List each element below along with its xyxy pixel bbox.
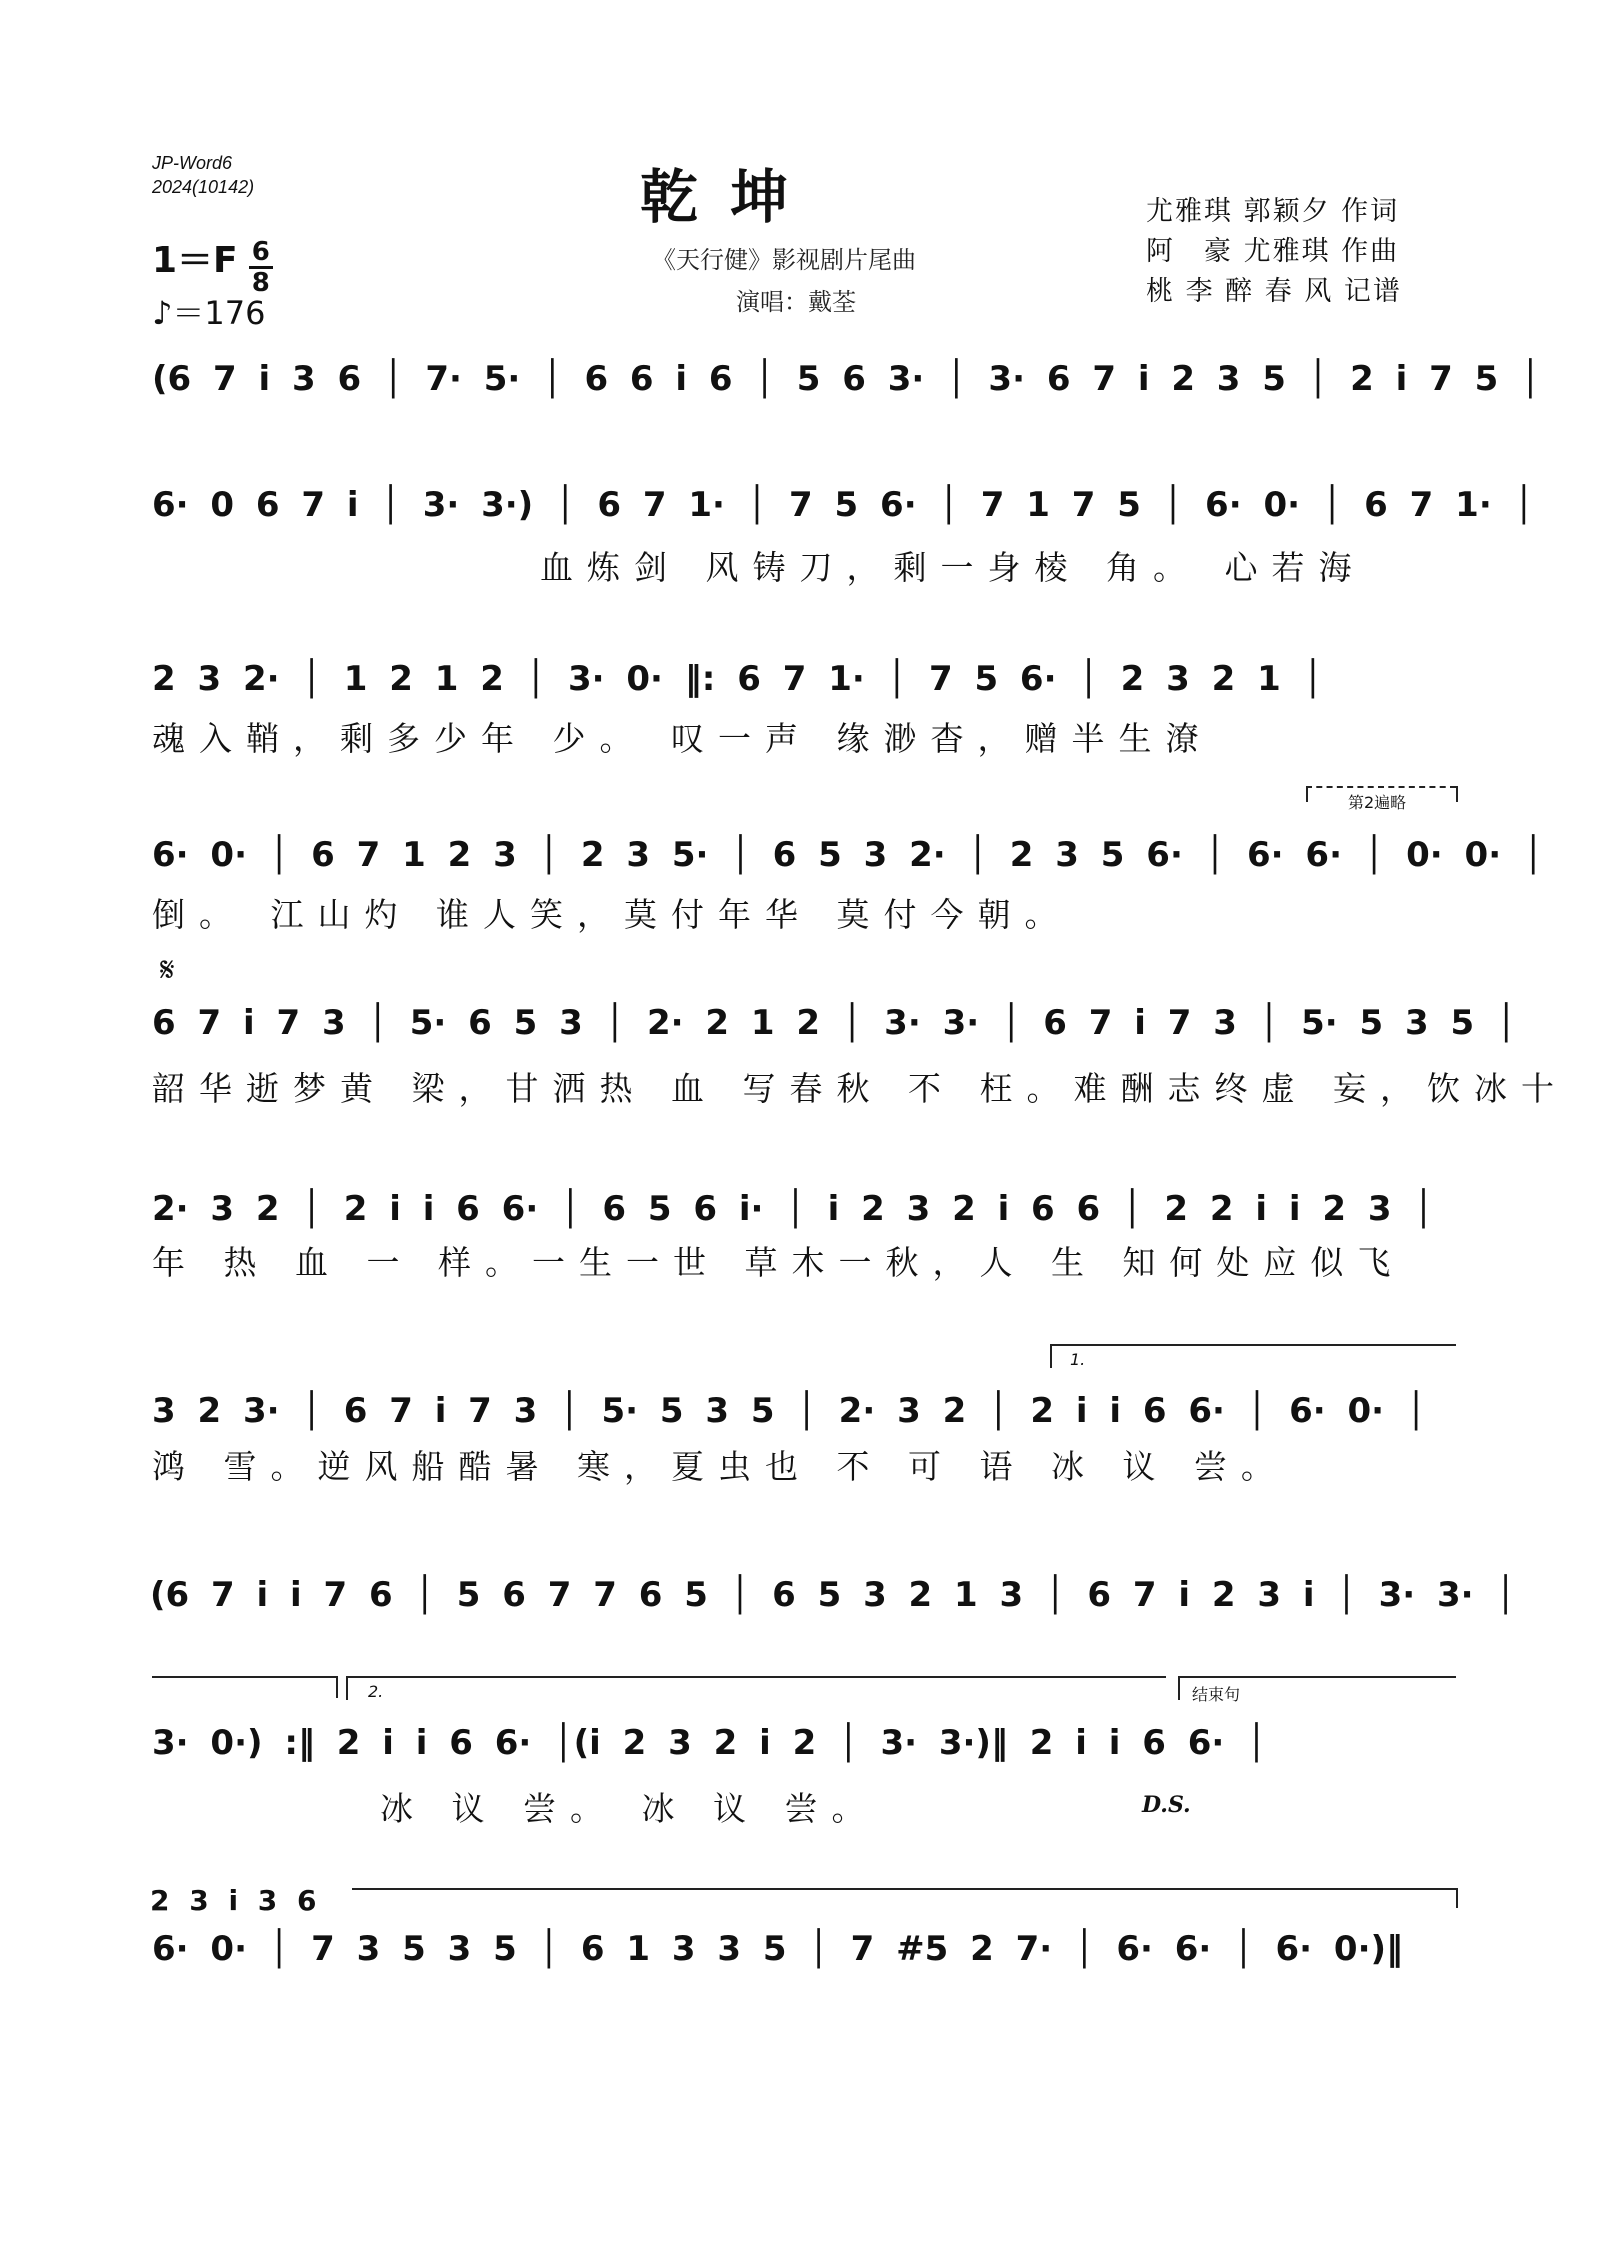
volta-2-bracket [346,1676,1166,1678]
credit-music: 阿 豪 尤雅琪 作曲 [1146,236,1400,267]
score-line-2: 6· 0 6 7 i │ 3· 3·) │ 6 7 1· │ 7 5 6· │ 7 1 7 5 │ 6· 0· │ 6 7 1· │ [152,485,1535,525]
lyric-line-2: 血炼剑 风铸刀，剩一身棱 角。 心若海 [540,548,1366,587]
volta-1-label: 1. [1070,1350,1086,1369]
ending-tick [1178,1676,1180,1700]
score-line-4: 6· 0· │ 6 7 1 2 3 │ 2 3 5· │ 6 5 3 2· │ 2 3 5 6· │ 6· 6· │ 0· 0· │ [152,835,1544,875]
credit-transcriber: 桃 李 醉 春 风 记谱 [1146,276,1402,307]
subtitle: 《天行健》影视剧片尾曲 [652,246,916,274]
ds-mark: D.S. [1142,1792,1191,1818]
skip-bracket-left [1306,786,1308,802]
score-line-3: 2 3 2· │ 1 2 1 2 │ 3· 0· ‖: 6 7 1· │ 7 5 6· │ 2 3 2 1 │ [152,659,1324,699]
score-line-5: 6 7 i 7 3 │ 5· 6 5 3 │ 2· 2 1 2 │ 3· 3· │ 6 7 i 7 3 │ 5· 5 3 5 │ [152,1003,1517,1043]
coda-bracket-right [1456,1888,1458,1908]
page-title: 乾 坤 [640,163,795,231]
score-line-9: 3· 0·) :‖ 2 i i 6 6· │(i 2 3 2 i 2 │ 3· 3·)‖ 2 i i 6 6· │ [152,1723,1267,1763]
score-line-10: 6· 0· │ 7 3 5 3 5 │ 6 1 3 3 5 │ 7 #5 2 7· │ 6· 6· │ 6· 0·)‖ [152,1929,1404,1969]
score-line-1: (6 7 i 3 6 │ 7· 5· │ 6 6 i 6 │ 5 6 3· │ 3· 6 7 i 2 3 5 │ 2 i 7 5 │ [152,359,1541,399]
time-top: 6 [251,237,270,267]
ending-label: 结束句 [1192,1685,1241,1704]
tempo-mark: ♪＝176 [152,294,266,332]
volta-1-tick [1050,1344,1052,1368]
lyric-line-5: 韶华逝梦黄 梁，甘洒热 血 写春秋 不 枉。难酬志终虚 妄，饮冰十 [152,1069,1568,1108]
lyric-line-7: 鸿 雪。逆风船酷暑 寒，夏虫也 不 可 语 冰 议 尝。 [152,1447,1288,1486]
score-line-6: 2· 3 2 │ 2 i i 6 6· │ 6 5 6 i· │ i 2 3 2 i 6 6 │ 2 2 i i 2 3 │ [152,1189,1434,1229]
lyric-line-3: 魂入鞘，剩多少年 少。 叹一声 缘渺杳，赠半生潦 [152,719,1213,758]
grace-notes: 2 3 i 3 6 [150,1884,317,1917]
score-line-7: 3 2 3· │ 6 7 i 7 3 │ 5· 5 3 5 │ 2· 3 2 │ 2 i i 6 6· │ 6· 0· │ [152,1391,1427,1431]
singer: 演唱：戴荃 [736,288,856,316]
segno-sign: 𝄋 [160,950,175,990]
ending-bracket [1178,1676,1456,1678]
credits [1146,192,1402,312]
coda-bracket [352,1888,1456,1890]
score-line-8: (6 7 i i 7 6 │ 5 6 7 7 6 5 │ 6 5 3 2 1 3 │ 6 7 i 2 3 i │ 3· 3· │ [150,1575,1516,1615]
software-name: JP-Word6 [152,153,233,173]
volta-2-tick [346,1676,348,1700]
volta-1-bracket [1050,1344,1456,1346]
key-label: 1＝F [152,240,238,281]
lyric-line-6: 年 热 血 一 样。一生一世 草木一秋，人 生 知何处应似飞 [152,1243,1405,1282]
lyric-line-9: 冰 议 尝。 冰 议 尝。 [380,1789,879,1828]
skip-bracket-right [1456,786,1458,802]
skip-bracket [1306,786,1456,788]
volta-1-end [336,1676,338,1698]
lyric-line-4: 倒。 江山灼 谁人笑，莫付年华 莫付今朝。 [152,895,1072,934]
credit-lyrics: 尤雅琪 郭颖夕 作词 [1146,196,1400,227]
software-version: 2024(10142) [152,177,255,197]
skip-second-label: 第2遍略 [1348,793,1407,812]
time-bottom: 8 [251,268,270,298]
volta-1-continue [152,1676,336,1678]
volta-2-label: 2. [368,1682,384,1701]
key-signature [152,232,273,296]
